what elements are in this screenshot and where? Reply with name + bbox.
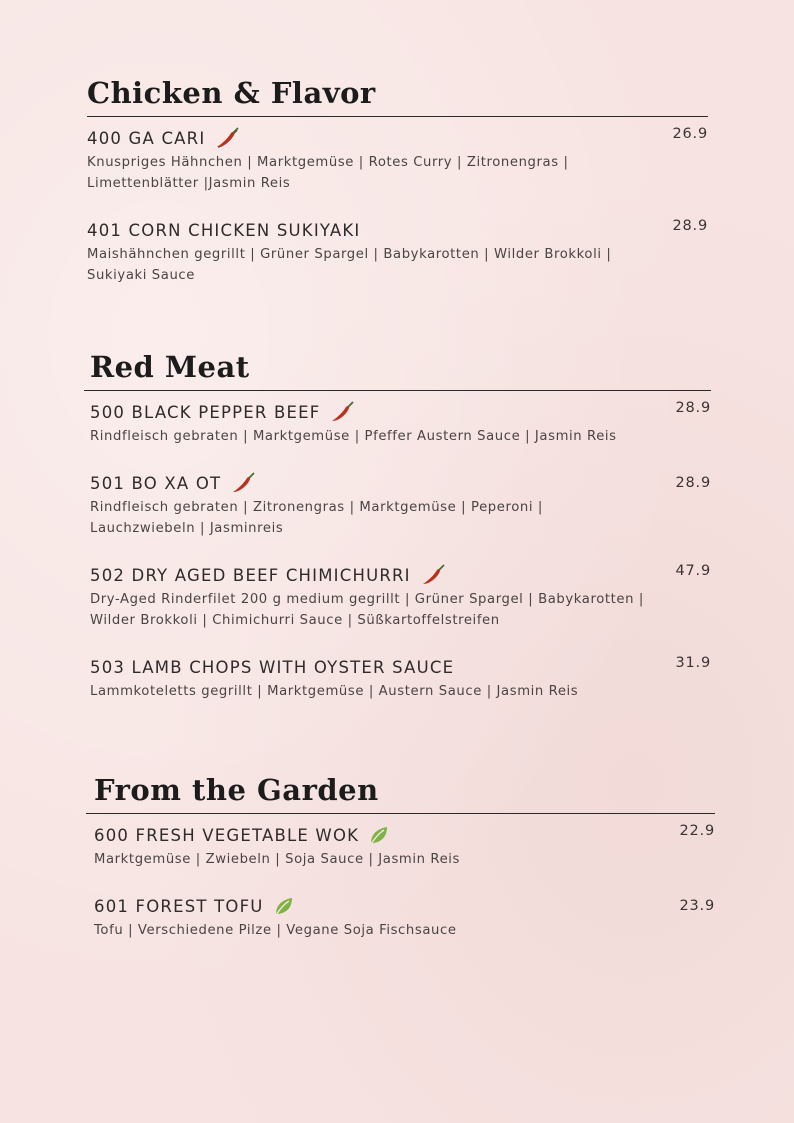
item-name: 400 GA CARI — [87, 128, 206, 148]
item-name: 600 FRESH VEGETABLE WOK — [94, 825, 360, 845]
section-title: From the Garden — [94, 773, 379, 807]
item-name: 500 BLACK PEPPER BEEF — [90, 402, 321, 422]
item-name: 501 BO XA OT — [90, 473, 222, 493]
item-name: 601 FOREST TOFU — [94, 896, 264, 916]
section-garden — [94, 773, 715, 941]
item-description: Tofu | Verschiedene Pilze | Vegane Soja Fischsauce — [94, 923, 457, 938]
item-price: 28.9 — [672, 218, 708, 234]
item-price: 26.9 — [672, 126, 708, 142]
leaf-icon — [272, 894, 300, 918]
section-chicken — [87, 76, 708, 286]
item-description: Rindfleisch gebraten | Marktgemüse | Pfeffer Austern Sauce | Jasmin Reis — [90, 429, 617, 444]
item-description: Lammkoteletts gegrillt | Marktgemüse | Austern Sauce | Jasmin Reis — [90, 684, 579, 699]
section-divider — [84, 390, 711, 391]
chili-icon — [419, 563, 447, 587]
item-name: 503 LAMB CHOPS WITH OYSTER SAUCE — [90, 657, 455, 677]
item-name: 502 DRY AGED BEEF CHIMICHURRI — [90, 565, 411, 585]
menu-item — [90, 471, 711, 539]
item-description: Marktgemüse | Zwiebeln | Soja Sauce | Jasmin Reis — [94, 852, 461, 867]
section-divider — [87, 116, 708, 117]
item-name: 401 CORN CHICKEN SUKIYAKI — [87, 220, 361, 240]
item-price: 28.9 — [675, 400, 711, 416]
section-title: Chicken & Flavor — [87, 76, 376, 110]
item-description: Knuspriges Hähnchen | Marktgemüse | Rotes Curry | Zitronengras | Limettenblätter |Jasmin Reis — [87, 155, 569, 191]
item-description: Maishähnchen gegrillt | Grüner Spargel | Babykarotten | Wilder Brokkoli | Sukiyaki Sauce — [87, 247, 612, 283]
chili-icon — [328, 400, 356, 424]
item-description: Dry-Aged Rinderfilet 200 g medium gegrillt | Grüner Spargel | Babykarotten | Wilder Brokkoli | Chimichurri Sauce | Süßkartoffelstreifen — [90, 592, 644, 628]
item-price: 31.9 — [675, 655, 711, 671]
item-price: 47.9 — [675, 563, 711, 579]
chili-icon — [229, 471, 257, 495]
leaf-icon — [367, 823, 395, 847]
menu-item — [87, 126, 708, 194]
item-price: 28.9 — [675, 475, 711, 491]
item-price: 22.9 — [679, 823, 715, 839]
section-red-meat — [90, 350, 711, 702]
menu-item — [94, 894, 715, 941]
item-price: 23.9 — [679, 898, 715, 914]
menu-item — [87, 218, 708, 286]
item-description: Rindfleisch gebraten | Zitronengras | Marktgemüse | Peperoni | Lauchzwiebeln | Jasminreis — [90, 500, 543, 536]
chili-icon — [213, 126, 241, 150]
menu-item — [94, 823, 715, 870]
menu-item — [90, 400, 711, 447]
section-title: Red Meat — [90, 350, 250, 384]
menu-item — [90, 655, 711, 702]
section-divider — [86, 813, 715, 814]
menu-item — [90, 563, 711, 631]
